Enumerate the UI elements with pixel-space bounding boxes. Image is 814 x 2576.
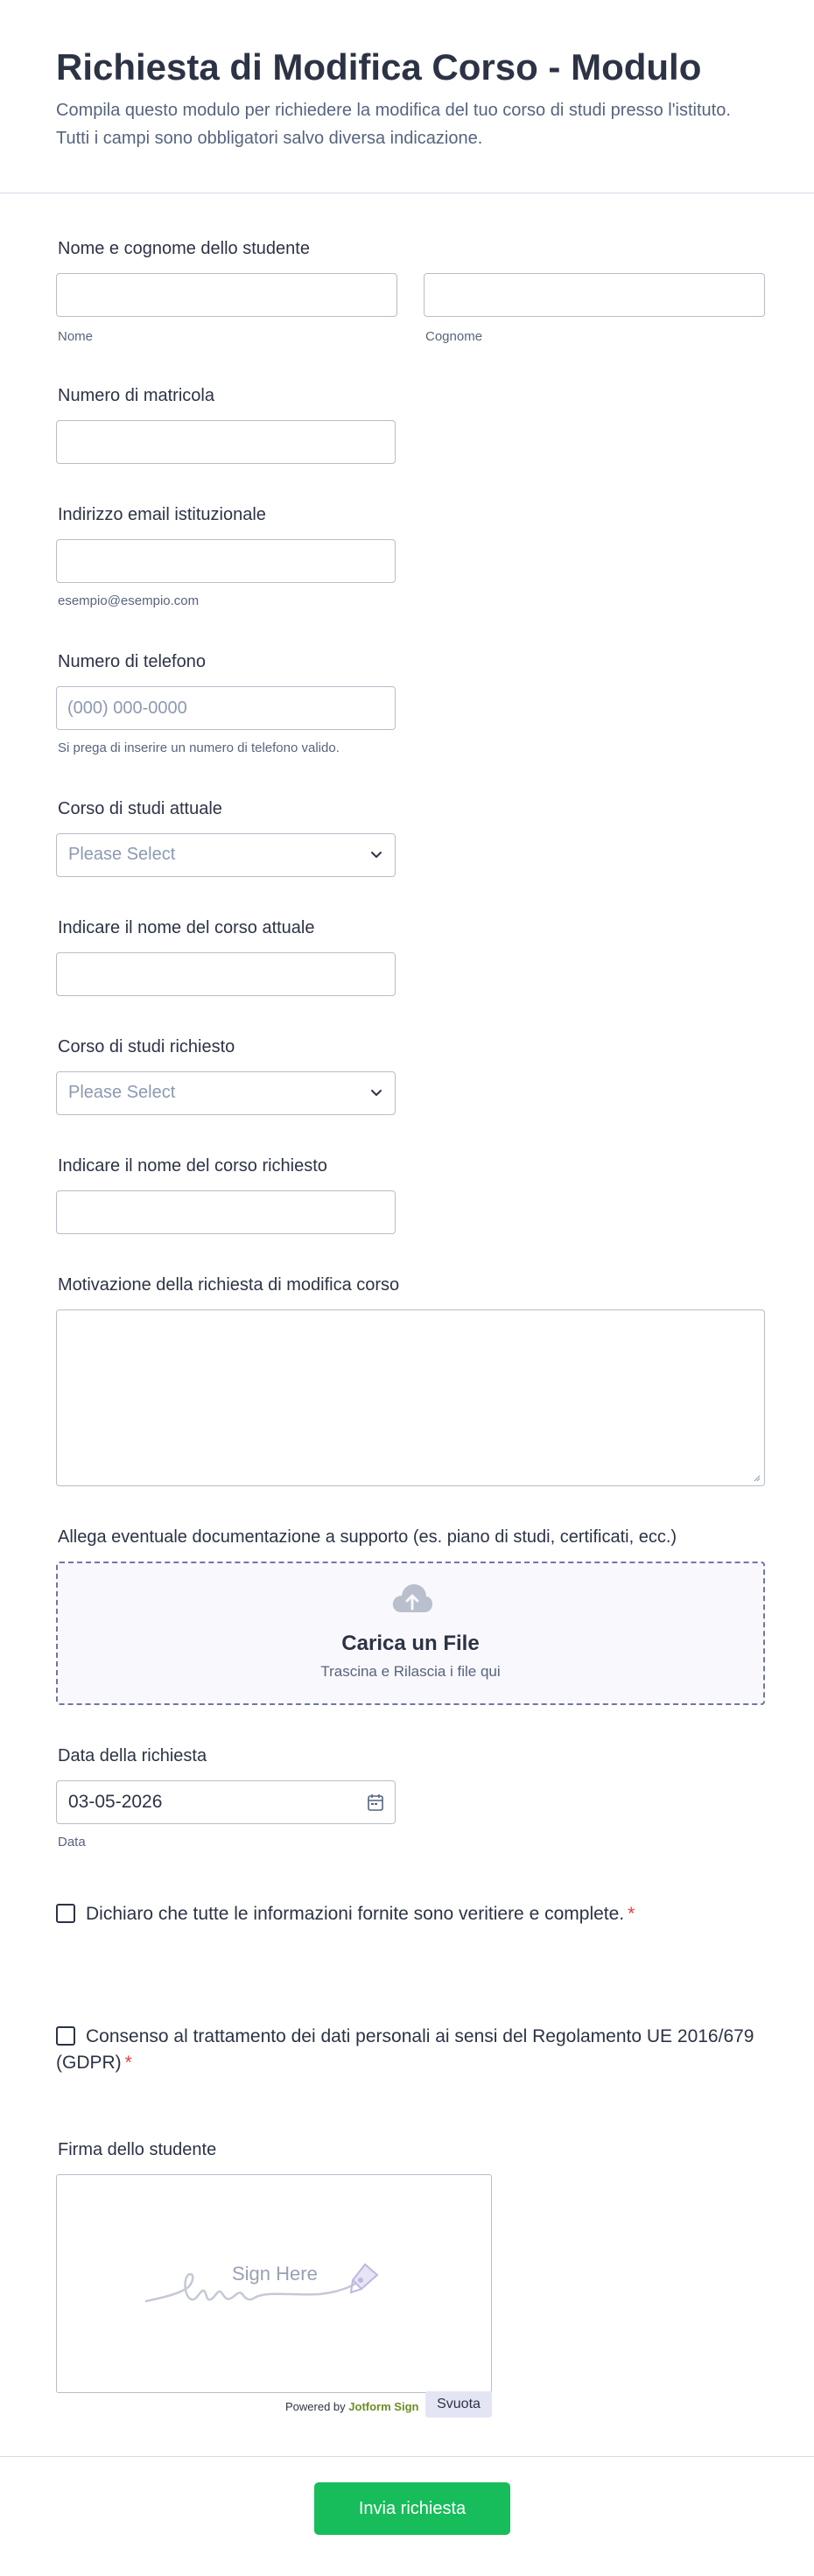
consent-row — [56, 2024, 756, 2076]
consent-label: Consenso al trattamento dei dati personali ai sensi del Regolamento UE 2016/679 (GDPR) — [56, 2026, 754, 2073]
signature-field — [56, 2137, 492, 2393]
submit-button[interactable]: Invia richiesta — [314, 2482, 510, 2535]
calendar-icon[interactable] — [367, 1793, 384, 1812]
last-name-input[interactable] — [424, 273, 765, 317]
email-field — [56, 502, 396, 608]
phone-field — [56, 649, 396, 755]
date-label: Data della richiesta — [58, 1746, 207, 1765]
email-sublabel: esempio@esempio.com — [58, 593, 200, 608]
student-name-field — [56, 236, 310, 261]
current-course-label: Corso di studi attuale — [58, 799, 222, 818]
date-value: 03-05-2026 — [68, 1792, 163, 1812]
phone-sublabel: Si prega di inserire un numero di telefono valido. — [58, 741, 340, 755]
chevron-down-icon — [368, 1084, 384, 1100]
signature-label: Firma dello studente — [58, 2140, 217, 2159]
chevron-down-icon — [368, 846, 384, 862]
clear-signature-button[interactable]: Svuota — [425, 2391, 492, 2418]
required-asterisk: * — [124, 2053, 132, 2073]
current-course-name-field — [56, 916, 396, 996]
consent-checkbox[interactable] — [56, 2026, 75, 2046]
attachment-field — [56, 1525, 765, 1705]
current-course-select[interactable] — [56, 833, 396, 877]
motivation-label: Motivazione della richiesta di modifica corso — [58, 1275, 400, 1295]
requested-course-name-input[interactable] — [56, 1190, 396, 1234]
matricola-label: Numero di matricola — [58, 386, 214, 405]
requested-course-field — [56, 1035, 396, 1115]
signature-pad[interactable] — [56, 2174, 492, 2393]
declaration-label: Dichiaro che tutte le informazioni fornite sono veritiere e complete. — [86, 1904, 625, 1924]
pen-nib-icon — [351, 2264, 377, 2292]
last-name-sublabel: Cognome — [425, 329, 483, 344]
requested-course-select[interactable] — [56, 1071, 396, 1115]
current-course-field — [56, 797, 396, 877]
upload-subtitle: Trascina e Rilascia i file qui — [320, 1663, 501, 1680]
upload-title: Carica un File — [341, 1632, 480, 1655]
first-name-sublabel: Nome — [58, 329, 94, 344]
matricola-input[interactable] — [56, 420, 396, 464]
signature-scribble-icon — [144, 2256, 398, 2317]
student-name-label: Nome e cognome dello studente — [58, 239, 310, 258]
page-title: Richiesta di Modifica Corso - Modulo — [56, 46, 702, 88]
page-subtitle: Compila questo modulo per richiedere la modifica del tuo corso di studi presso l'istituto. Tutti i campi sono obbligatori salvo diversa indicazione. — [56, 101, 731, 148]
powered-by-text: Powered by Jotform Sign — [285, 2400, 419, 2413]
required-asterisk: * — [628, 1904, 635, 1924]
form-header — [0, 0, 814, 149]
declaration-checkbox[interactable] — [56, 1904, 75, 1923]
current-course-name-label: Indicare il nome del corso attuale — [58, 918, 315, 937]
requested-course-name-label: Indicare il nome del corso richiesto — [58, 1156, 327, 1176]
motivation-field — [56, 1273, 765, 1486]
phone-input[interactable] — [56, 686, 396, 730]
first-name-input[interactable] — [56, 273, 397, 317]
declaration-row — [56, 1901, 756, 1927]
jotform-sign-brand: Jotform Sign — [348, 2400, 419, 2413]
email-label: Indirizzo email istituzionale — [58, 505, 266, 524]
motivation-textarea[interactable] — [56, 1309, 765, 1486]
requested-course-name-field — [56, 1154, 396, 1234]
requested-course-placeholder: Please Select — [68, 1083, 176, 1102]
attachment-label: Allega eventuale documentazione a supporto (es. piano di studi, certificati, ecc.) — [58, 1527, 677, 1547]
signature-placeholder: Sign Here — [232, 2263, 318, 2285]
email-input[interactable] — [56, 539, 396, 583]
file-upload-dropzone[interactable] — [56, 1562, 765, 1705]
cloud-upload-icon — [391, 1583, 433, 1614]
current-course-placeholder: Please Select — [68, 845, 176, 864]
current-course-name-input[interactable] — [56, 952, 396, 996]
requested-course-label: Corso di studi richiesto — [58, 1037, 235, 1056]
phone-label: Numero di telefono — [58, 652, 206, 671]
date-sublabel: Data — [58, 1835, 86, 1850]
footer-divider — [0, 2456, 814, 2457]
matricola-field — [56, 383, 396, 464]
date-field — [56, 1744, 396, 1850]
resize-grip-icon[interactable] — [752, 1473, 761, 1482]
date-input[interactable] — [56, 1780, 396, 1824]
